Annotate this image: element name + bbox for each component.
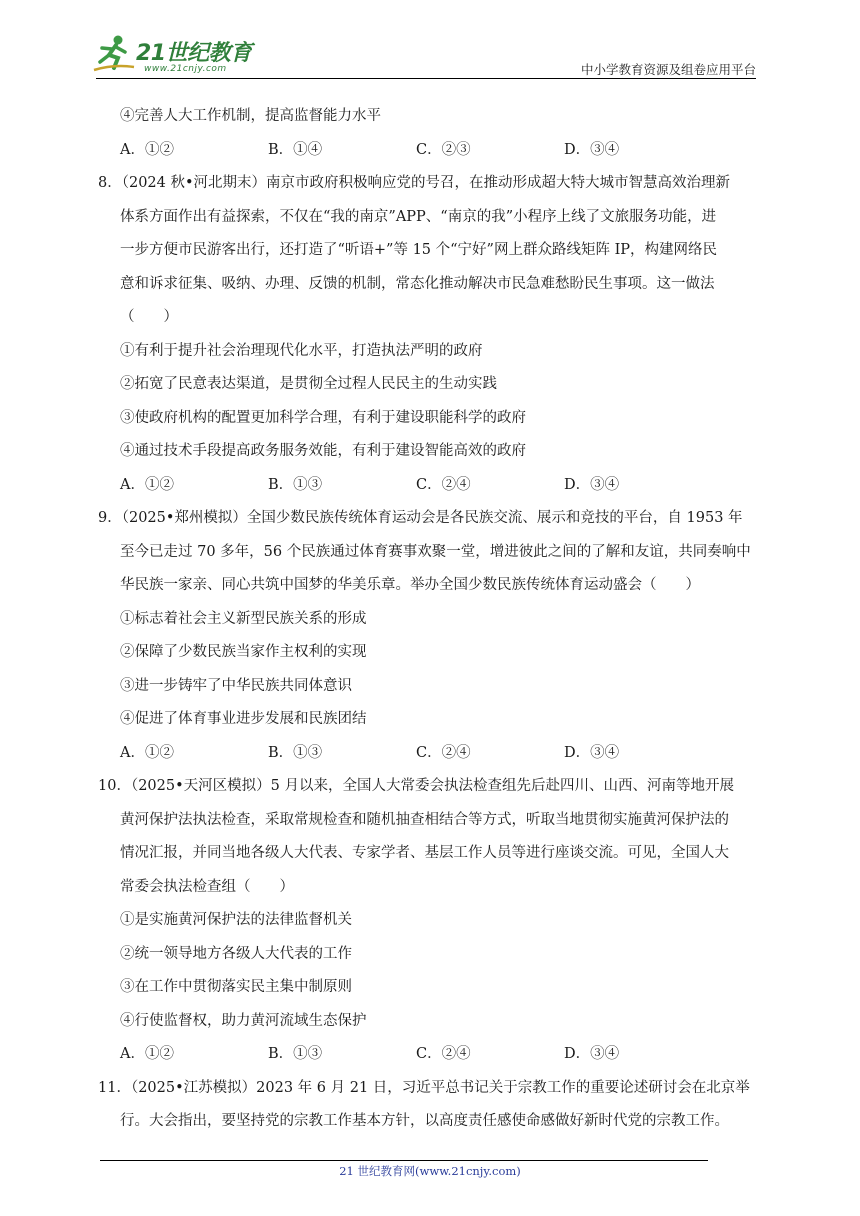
choice-c[interactable]: C．②④ xyxy=(416,744,471,761)
answer-choices xyxy=(120,737,770,771)
answer-blank: （ ） xyxy=(120,309,178,325)
choice-c[interactable]: C．②③ xyxy=(416,141,471,158)
header-divider xyxy=(96,78,756,79)
page-footer[interactable]: 21 世纪教育网(www.21cnjy.com) xyxy=(339,1164,521,1178)
option-line: ①标志着社会主义新型民族关系的形成 xyxy=(120,610,367,627)
answer-choices xyxy=(120,134,770,168)
choice-b[interactable]: B．①③ xyxy=(268,476,323,493)
option-line: ④行使监督权，助力黄河流域生态保护 xyxy=(120,1012,367,1029)
answer-choices xyxy=(120,1038,770,1072)
option-line: ②保障了少数民族当家作主权利的实现 xyxy=(120,644,367,660)
question-stem-line: 8．（2024 秋•河北期末）南京市政府积极响应党的号召，在推动形成超大特大城市智慧高效治理新 xyxy=(98,175,731,191)
question-stem-line: 一步方便市民游客出行，还打造了“听语+”等 15 个“宁好”网上群众路线矩阵 IP，构建网络民 xyxy=(120,242,718,258)
option-line: ③进一步铸牢了中华民族共同体意识 xyxy=(120,677,352,694)
question-stem-line: 意和诉求征集、吸纳、办理、反馈的机制，常态化推动解决市民急难愁盼民生事项。这一做法 xyxy=(120,275,715,292)
option-line: ③使政府机构的配置更加科学合理，有利于建设职能科学的政府 xyxy=(120,409,526,426)
choice-a[interactable]: A．①② xyxy=(120,744,174,761)
document-body xyxy=(98,100,770,1139)
choice-a[interactable]: A．①② xyxy=(120,476,174,493)
option-line: ①是实施黄河保护法的法律监督机关 xyxy=(120,912,352,928)
answer-choices xyxy=(120,469,770,503)
choice-b[interactable]: B．①④ xyxy=(268,141,323,158)
page-header xyxy=(0,0,860,82)
question-9 xyxy=(98,502,770,770)
question-stem-line: 情况汇报，并同当地各级人大代表、专家学者、基层工作人员等进行座谈交流。可见，全国人大 xyxy=(120,845,729,861)
choice-d[interactable]: D．③④ xyxy=(564,141,620,158)
logo-text: 21世纪教育 xyxy=(136,41,252,66)
question-stem-line: 行。大会指出，要坚持党的宗教工作基本方针，以高度责任感使命感做好新时代党的宗教工作。 xyxy=(120,1113,729,1129)
question-stem-line: 9．（2025•郑州模拟）全国少数民族传统体育运动会是各民族交流、展示和竞技的平台，自 1953 年 xyxy=(98,510,743,526)
header-tagline: 中小学教育资源及组卷应用平台 xyxy=(580,62,756,77)
choice-d[interactable]: D．③④ xyxy=(564,1046,620,1062)
question-stem-line: 华民族一家亲、同心共筑中国梦的华美乐章。举办全国少数民族传统体育运动盛会（ ） xyxy=(120,577,700,593)
question-stem-line: 常委会执法检查组（ ） xyxy=(120,878,294,895)
question-stem-line: 黄河保护法执法检查，采取常规检查和随机抽查相结合等方式，听取当地贯彻实施黄河保护法的 xyxy=(120,811,729,828)
question-stem-line: 至今已走过 70 多年，56 个民族通过体育赛事欢聚一堂，增进彼此之间的了解和友谊，共同奏响中 xyxy=(120,543,751,560)
choice-a[interactable]: A．①② xyxy=(120,141,174,158)
option-line: ①有利于提升社会治理现代化水平，打造执法严明的政府 xyxy=(120,342,483,359)
question-10 xyxy=(98,770,770,1072)
option-line: ④完善人大工作机制，提高监督能力水平 xyxy=(120,108,381,124)
question-11 xyxy=(98,1072,770,1139)
question-stem-line: 体系方面作出有益探索，不仅在“我的南京”APP、“南京的我”小程序上线了文旅服务功能，进 xyxy=(120,208,717,225)
option-line: ④促进了体育事业进步发展和民族团结 xyxy=(120,711,367,727)
choice-c[interactable]: C．②④ xyxy=(416,1046,471,1062)
choice-b[interactable]: B．①③ xyxy=(268,1046,323,1062)
question-stem-line: 11．（2025•江苏模拟）2023 年 6 月 21 日，习近平总书记关于宗教工作的重要论述研讨会在北京举 xyxy=(98,1079,750,1096)
choice-c[interactable]: C．②④ xyxy=(416,476,471,493)
logo-url: www.21cnjy.com xyxy=(144,64,227,74)
question-stem-line: 10．（2025•天河区模拟）5 月以来，全国人大常委会执法检查组先后赴四川、山西、河南等地开展 xyxy=(98,778,734,794)
option-line: ②拓宽了民意表达渠道，是贯彻全过程人民民主的生动实践 xyxy=(120,376,497,392)
choice-d[interactable]: D．③④ xyxy=(564,476,620,493)
choice-a[interactable]: A．①② xyxy=(120,1046,174,1062)
runner-logo-icon xyxy=(92,34,136,74)
option-line: ③在工作中贯彻落实民主集中制原则 xyxy=(120,979,352,995)
site-logo[interactable] xyxy=(92,34,262,80)
option-line: ②统一领导地方各级人大代表的工作 xyxy=(120,945,352,962)
choice-b[interactable]: B．①③ xyxy=(268,744,323,761)
choice-d[interactable]: D．③④ xyxy=(564,744,620,761)
option-line: ④通过技术手段提高政务服务效能，有利于建设智能高效的政府 xyxy=(120,443,526,459)
question-8 xyxy=(98,167,770,502)
footer-divider xyxy=(100,1160,708,1161)
